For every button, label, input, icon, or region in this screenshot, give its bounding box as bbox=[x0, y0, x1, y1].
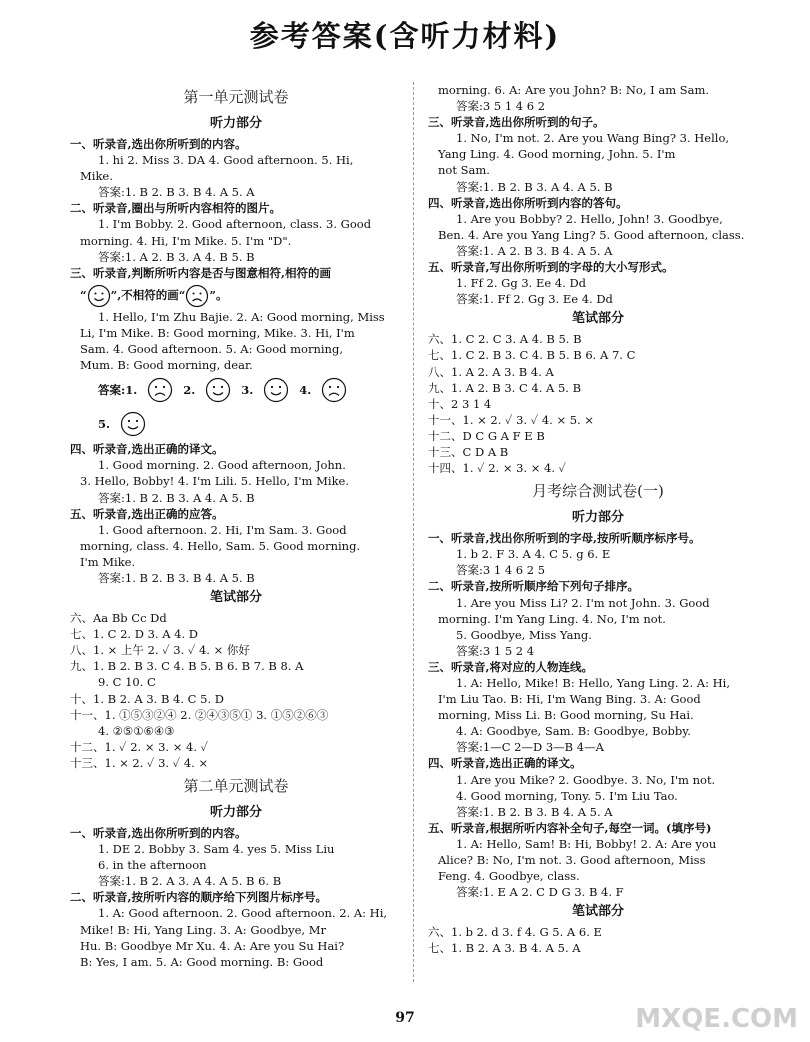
u2-w13: 十三、C D A B bbox=[428, 444, 509, 459]
u2-q2-heading: 二、听录音,按所听内容的顺序给下列图片标序号。 bbox=[70, 890, 328, 905]
m-q1-answer: 答案:3 1 4 6 2 5 bbox=[456, 563, 546, 578]
u2-q2-text: Hu. B: Goodbye Mr Xu. 4. A: Are you Su Hai? bbox=[80, 938, 345, 953]
u1-q3-answer-faces-2 bbox=[70, 407, 402, 441]
unit2-listening-label: 听力部分 bbox=[209, 805, 262, 820]
u1-q3-heading: 三、听录音,判断所听内容是否与图意相符,相符的画 bbox=[70, 265, 332, 280]
u2-q1-text: 1. DE 2. Bobby 3. Sam 4. yes 5. Miss Liu bbox=[98, 842, 335, 857]
u1-q3-answer-faces bbox=[70, 373, 402, 407]
u1-q5-answer: 答案:1. B 2. B 3. B 4. A 5. B bbox=[98, 570, 255, 585]
u2-w14: 十四、1. ✓ 2. × 3. × 4. ✓ bbox=[428, 461, 567, 476]
u2-q4-answer: 答案:1. A 2. B 3. B 4. A 5. A bbox=[456, 243, 613, 258]
monthly-writing-label: 笔试部分 bbox=[571, 904, 624, 920]
u1-w12: 十二、1. ✓ 2. × 3. × 4. ✓ bbox=[70, 739, 209, 754]
u2-q5-heading: 五、听录音,写出你所听到的字母的大小写形式。 bbox=[428, 260, 674, 275]
u1-q4-text: 1. Good morning. 2. Good afternoon, John. bbox=[98, 458, 346, 473]
m-q4-answer: 答案:1. B 2. B 3. B 4. A 5. A bbox=[456, 804, 613, 819]
quote-text: ”,不相符的画“ bbox=[110, 287, 186, 302]
m-q5-text: 1. A: Hello, Sam! B: Hi, Bobby! 2. A: Are you bbox=[456, 836, 717, 851]
m-q1-text: 1. b 2. F 3. A 4. C 5. g 6. E bbox=[456, 547, 611, 562]
m-q4-heading: 四、听录音,选出正确的译文。 bbox=[428, 756, 582, 771]
m-w7: 七、1. B 2. A 3. B 4. A 5. A bbox=[428, 941, 581, 956]
m-q5-text: Alice? B: No, I'm not. 3. Good afternoon, Miss bbox=[438, 853, 706, 868]
monthly-test-title: 月考综合测试卷(一) bbox=[532, 482, 664, 501]
u1-q2-text: 1. I'm Bobby. 2. Good afternoon, class. 3. Good bbox=[98, 217, 372, 232]
u2-w12: 十二、D C G A F E B bbox=[428, 428, 545, 443]
right-column bbox=[428, 82, 768, 957]
u2-q4-text: 1. Are you Bobby? 2. Hello, John! 3. Goodbye, bbox=[456, 211, 723, 226]
u1-q3-heading-cont bbox=[70, 281, 402, 309]
m-q3-answer: 答案:1—C 2—D 3—B 4—A bbox=[456, 740, 604, 755]
unit1-listening-label: 听力部分 bbox=[209, 116, 262, 131]
column-divider bbox=[413, 82, 414, 982]
u2-q3-text: Yang Ling. 4. Good morning, John. 5. I'm bbox=[438, 147, 676, 162]
u2-q4-heading: 四、听录音,选出你所听到内容的答句。 bbox=[428, 195, 628, 210]
u2-q2-text: 1. A: Good afternoon. 2. Good afternoon. 2. A: Hi, bbox=[98, 906, 388, 921]
sad-face-icon bbox=[321, 377, 347, 403]
page-title: 参考答案(含听力材料) bbox=[249, 19, 561, 53]
page-number: 97 bbox=[395, 1010, 415, 1026]
answer-number: 4. bbox=[299, 383, 312, 398]
u2-q1-text: 6. in the afternoon bbox=[98, 858, 207, 873]
m-q2-text: 5. Goodbye, Miss Yang. bbox=[456, 627, 592, 642]
u1-w7: 七、1. C 2. D 3. A 4. D bbox=[70, 627, 199, 642]
quote-end: ”。 bbox=[209, 287, 228, 302]
u2-q4-text: Ben. 4. Are you Yang Ling? 5. Good afternoon, class. bbox=[438, 227, 745, 242]
u2-q2-answer: 答案:3 5 1 4 6 2 bbox=[456, 99, 546, 114]
u1-q5-text: I'm Mike. bbox=[80, 554, 136, 569]
unit1-title: 第一单元测试卷 bbox=[183, 88, 289, 106]
m-q4-text: 4. Good morning, Tony. 5. I'm Liu Tao. bbox=[456, 788, 678, 803]
u1-q5-heading: 五、听录音,选出正确的应答。 bbox=[70, 506, 224, 521]
answer-label: 答案:1. bbox=[98, 383, 138, 398]
unit2-title: 第二单元测试卷 bbox=[183, 777, 289, 795]
answer-number: 2. bbox=[183, 383, 196, 398]
quote-mark: “ bbox=[80, 287, 87, 302]
u1-w10: 十、1. B 2. A 3. B 4. C 5. D bbox=[70, 691, 224, 706]
m-q2-heading: 二、听录音,按所听顺序给下列句子排序。 bbox=[428, 579, 640, 594]
u2-w9: 九、1. A 2. B 3. C 4. A 5. B bbox=[428, 380, 582, 395]
sad-face-icon bbox=[185, 284, 209, 308]
u1-q2-answer: 答案:1. A 2. B 3. A 4. B 5. B bbox=[98, 249, 255, 264]
m-q3-text: I'm Liu Tao. B: Hi, I'm Wang Bing. 3. A: Good bbox=[438, 692, 701, 707]
u1-q1-answer: 答案:1. B 2. B 3. B 4. A 5. A bbox=[98, 185, 255, 200]
u1-w11: 4. ②⑤①⑥④③ bbox=[98, 723, 175, 738]
m-q3-heading: 三、听录音,将对应的人物连线。 bbox=[428, 659, 594, 674]
u2-q5-text: 1. Ff 2. Gg 3. Ee 4. Dd bbox=[456, 276, 587, 291]
u2-q3-text: not Sam. bbox=[438, 163, 490, 178]
u1-w8: 八、1. × 上午 2. ✓ 3. ✓ 4. × 你好 bbox=[70, 643, 250, 658]
m-q3-text: morning, Miss Li. B: Good morning, Su Hai. bbox=[438, 708, 694, 723]
u2-w8: 八、1. A 2. A 3. B 4. A bbox=[428, 364, 554, 379]
u1-q4-text: 3. Hello, Bobby! 4. I'm Lili. 5. Hello, I'm Mike. bbox=[80, 474, 349, 489]
m-q2-answer: 答案:3 1 5 2 4 bbox=[456, 643, 535, 658]
m-q3-text: 4. A: Goodbye, Sam. B: Goodbye, Bobby. bbox=[456, 724, 691, 739]
m-q2-text: 1. Are you Miss Li? 2. I'm not John. 3. Good bbox=[456, 595, 710, 610]
u2-q3-answer: 答案:1. B 2. B 3. A 4. A 5. B bbox=[456, 179, 613, 194]
u2-q2-text-cont: morning. 6. A: Are you John? B: No, I am Sam. bbox=[438, 83, 710, 97]
u1-q3-text: Li, I'm Mike. B: Good morning, Mike. 3. Hi, I'm bbox=[80, 325, 355, 340]
u1-q2-heading: 二、听录音,圈出与所听内容相符的图片。 bbox=[70, 201, 282, 216]
u1-q2-text: morning. 4. Hi, I'm Mike. 5. I'm "D". bbox=[80, 233, 292, 248]
left-column bbox=[70, 82, 402, 970]
sad-face-icon bbox=[147, 377, 173, 403]
u1-w9: 九、1. B 2. B 3. C 4. B 5. B 6. B 7. B 8. A bbox=[70, 659, 304, 674]
u1-w11: 十一、1. ①⑤③②④ 2. ②④③⑤① 3. ①⑤②⑥③ bbox=[70, 707, 329, 722]
m-q5-heading: 五、听录音,根据所听内容补全句子,每空一词。(填序号) bbox=[428, 820, 712, 835]
u2-q1-answer: 答案:1. B 2. A 3. A 4. A 5. B 6. B bbox=[98, 874, 282, 889]
answer-number: 5. bbox=[98, 417, 111, 432]
m-q3-text: 1. A: Hello, Mike! B: Hello, Yang Ling. 2. A: Hi, bbox=[456, 676, 730, 690]
u2-q1-heading: 一、听录音,选出你所听到的内容。 bbox=[70, 826, 247, 840]
u2-w7: 七、1. C 2. B 3. C 4. B 5. B 6. A 7. C bbox=[428, 348, 636, 363]
m-w6: 六、1. b 2. d 3. f 4. G 5. A 6. E bbox=[428, 925, 602, 940]
u1-q1-text: Mike. bbox=[80, 169, 113, 184]
u1-q5-text: 1. Good afternoon. 2. Hi, I'm Sam. 3. Good bbox=[98, 522, 347, 537]
m-q2-text: morning. I'm Yang Ling. 4. No, I'm not. bbox=[438, 611, 666, 626]
u1-q3-text: Mum. B: Good morning, dear. bbox=[80, 358, 253, 373]
u2-w10: 十、2 3 1 4 bbox=[428, 396, 492, 411]
u2-q2-text: B: Yes, I am. 5. A: Good morning. B: Good bbox=[80, 954, 324, 969]
u1-q4-answer: 答案:1. B 2. B 3. A 4. A 5. B bbox=[98, 490, 255, 505]
u2-q3-text: 1. No, I'm not. 2. Are you Wang Bing? 3. Hello, bbox=[456, 131, 730, 146]
u1-w6: 六、Aa Bb Cc Dd bbox=[70, 611, 167, 626]
u1-q4-heading: 四、听录音,选出正确的译文。 bbox=[70, 442, 224, 457]
unit2-writing-label: 笔试部分 bbox=[571, 311, 624, 327]
u1-q1-text: 1. hi 2. Miss 3. DA 4. Good afternoon. 5. Hi, bbox=[98, 153, 354, 168]
u2-w6: 六、1. C 2. C 3. A 4. B 5. B bbox=[428, 332, 582, 347]
u1-q3-text: Sam. 4. Good afternoon. 5. A: Good morning, bbox=[80, 342, 343, 357]
smiley-face-icon bbox=[205, 377, 231, 403]
u2-q5-answer: 答案:1. Ff 2. Gg 3. Ee 4. Dd bbox=[456, 292, 613, 307]
u1-w9: 9. C 10. C bbox=[98, 675, 156, 690]
m-q5-answer: 答案:1. E A 2. C D G 3. B 4. F bbox=[456, 885, 624, 900]
u1-w13: 十三、1. × 2. ✓ 3. ✓ 4. × bbox=[70, 755, 209, 770]
m-q1-heading: 一、听录音,找出你所听到的字母,按所听顺序标序号。 bbox=[428, 531, 701, 546]
monthly-listening-label: 听力部分 bbox=[571, 510, 624, 526]
watermark-logo: MXQE.COM bbox=[635, 1004, 798, 1034]
smiley-face-icon bbox=[120, 411, 146, 437]
u2-q2-text: Mike! B: Hi, Yang Ling. 3. A: Goodbye, Mr bbox=[80, 922, 326, 937]
u2-w11: 十一、1. × 2. ✓ 3. ✓ 4. × 5. × bbox=[428, 412, 595, 427]
smiley-face-icon bbox=[87, 284, 111, 308]
u2-q3-heading: 三、听录音,选出你所听到的句子。 bbox=[428, 115, 605, 130]
u1-q1-heading: 一、听录音,选出你所听到的内容。 bbox=[70, 137, 247, 151]
u1-q5-text: morning, class. 4. Hello, Sam. 5. Good morning. bbox=[80, 538, 361, 553]
u1-q3-text: 1. Hello, I'm Zhu Bajie. 2. A: Good morning, Miss bbox=[98, 309, 385, 324]
answer-number: 3. bbox=[241, 383, 254, 398]
smiley-face-icon bbox=[263, 377, 289, 403]
m-q4-text: 1. Are you Mike? 2. Goodbye. 3. No, I'm not. bbox=[456, 772, 716, 787]
m-q5-text: Feng. 4. Goodbye, class. bbox=[438, 869, 580, 884]
unit1-writing-label: 笔试部分 bbox=[209, 590, 262, 606]
